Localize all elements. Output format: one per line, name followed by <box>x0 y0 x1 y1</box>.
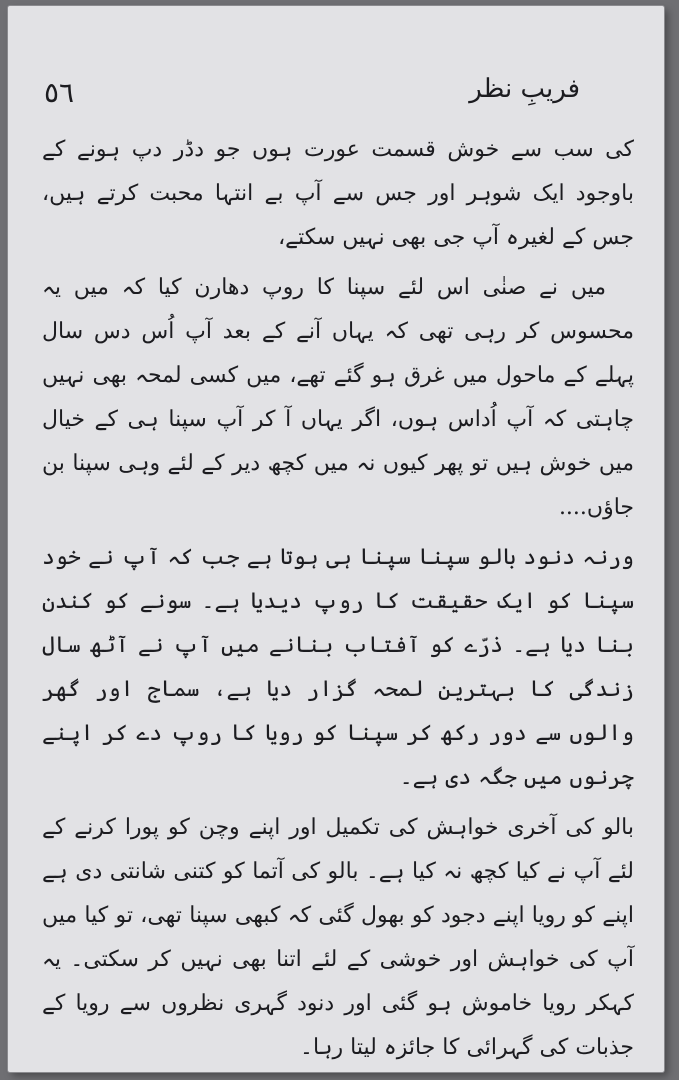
book-page <box>8 6 664 1072</box>
running-title: فریبِ نظر <box>469 74 580 104</box>
paragraph-2: میں نے صنٰی اس لئے سپنا کا روپ دھارن کیا کہ میں یہ محسوس کر رہی تھی کہ یہاں آنے کے بعد آپ اُس دس سال پہلے کے ماحول میں غرق ہو گئے تھے، میں کسی لمحہ بھی نہیں چاہتی کہ آپ اُداس ہوں، اگر یہاں آ کر آپ سپنا ہی کے خیال میں خوش ہیں تو پھر کیوں نہ میں کچھ دیر کے لئے وہی سپنا بن جاؤں.... <box>42 275 634 520</box>
paragraph-3: ورنہ دنود بالو سپنا سپنا ہی ہوتا ہے جب کہ آپ نے خود سپنا کو ایک حقیقت کا روپ دیدیا ہے۔ سونے کو کندن بنا دیا ہے۔ ذرّے کو آفتاب بنانے میں آپ نے آٹھ سال زندگی کا بہترین لمحہ گزار دیا ہے، سماج اور گھر والوں سے دور رکھ کر سپنا کو رویا کا روپ دے کر اپنے چرنوں میں جگہ دی ہے۔ <box>42 545 634 790</box>
paragraph-4: بالو کی آخری خواہش کی تکمیل اور اپنے وچن کو پورا کرنے کے لئے آپ نے کیا کچھ نہ کیا ہے۔ بالو کی آتما کو کتنی شانتی دی ہے اپنے کو رویا اپنے دجود کو بھول گئی کہ کبھی سپنا تھی، تو کیا میں آپ کی خواہش اور خوشی کے لئے اتنا بھی نہیں کر سکتی۔ یہ کہکر رویا خاموش ہو گئی اور دنود گہری نظروں سے رویا کے جذبات کی گہرائی کا جائزہ لیتا رہا۔ <box>42 815 634 1060</box>
page-number: ٥٦ <box>44 76 75 109</box>
body-text <box>42 128 634 1076</box>
paragraph-1: کی سب سے خوش قسمت عورت ہوں جو دڈر دپ ہونے کے باوجود ایک شوہر اور جس سے آپ بے انتہا محبت کرتے ہیں، جس کے لغیرہ آپ جی بھی نہیں سکتے، <box>42 137 634 250</box>
